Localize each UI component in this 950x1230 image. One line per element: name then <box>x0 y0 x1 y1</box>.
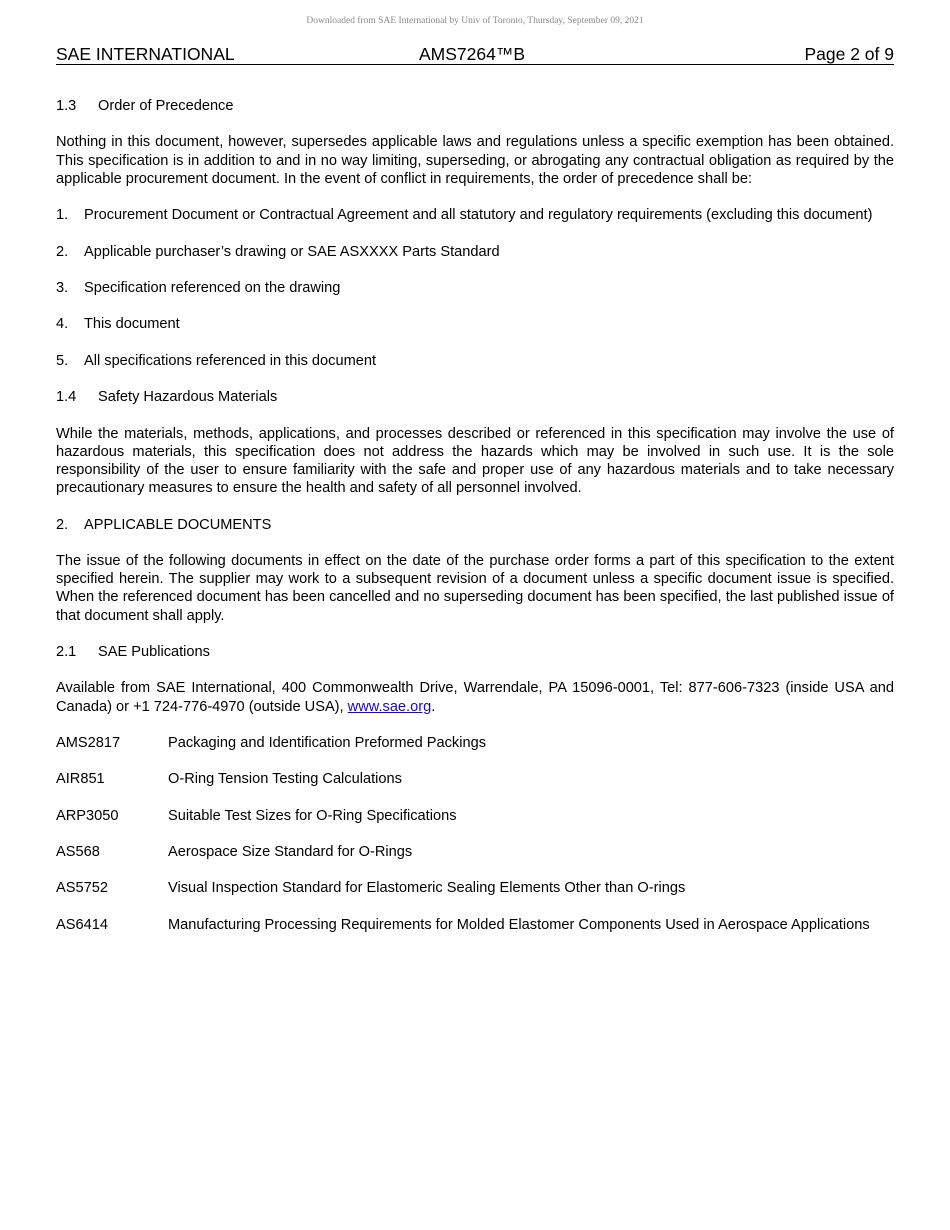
list-text: All specifications referenced in this document <box>84 352 377 369</box>
list-number: 5. <box>56 352 69 369</box>
reference-code: AS6414 <box>56 916 108 933</box>
availability-suffix: . <box>431 698 436 715</box>
sae-availability-paragraph <box>56 679 894 715</box>
reference-code: AS5752 <box>56 880 108 897</box>
sae-website-link[interactable]: www.sae.org <box>347 698 432 715</box>
document-body <box>56 97 894 934</box>
section-heading-2 <box>56 516 894 534</box>
download-watermark: Downloaded from SAE International by Univ of Toronto, Thursday, September 09, 2021 <box>306 16 644 26</box>
header-org: SAE INTERNATIONAL <box>56 44 235 64</box>
list-item <box>56 206 894 224</box>
reference-title: Visual Inspection Standard for Elastomeric Sealing Elements Other than O-rings <box>168 880 686 897</box>
reference-title: Manufacturing Processing Requirements for Molded Elastomer Components Used in Aerospace Applications <box>168 916 870 933</box>
list-number: 1. <box>56 207 69 224</box>
list-item <box>56 352 894 370</box>
reference-row <box>56 807 894 825</box>
reference-row <box>56 879 894 897</box>
section-number: 1.4 <box>56 389 77 406</box>
section-number: 2. <box>56 516 69 533</box>
hazard-paragraph: While the materials, methods, applications, and processes described or referenced in this specification may involve the use of hazardous materials, this specification does not address the hazards which may be involved in such use. It is the sole responsibility of the user to ensure familiarity with the safe and proper use of any hazardous materials and to take necessary precautionary measures to ensure the health and safety of all personnel involved. <box>56 425 894 497</box>
section-heading-2-1 <box>56 643 894 661</box>
reference-row <box>56 770 894 788</box>
section-heading-1-3 <box>56 97 894 115</box>
reference-code: AMS2817 <box>56 734 121 751</box>
reference-title: Packaging and Identification Preformed Packings <box>168 734 487 751</box>
reference-row <box>56 916 894 934</box>
section-title: Order of Precedence <box>98 98 234 114</box>
reference-title: Suitable Test Sizes for O-Ring Specifications <box>168 807 457 824</box>
list-number: 4. <box>56 316 69 333</box>
reference-title: Aerospace Size Standard for O-Rings <box>168 844 413 861</box>
section-heading-1-4 <box>56 388 894 406</box>
applicable-docs-paragraph: The issue of the following documents in effect on the date of the purchase order forms a part of this specification to the extent specified herein. The supplier may work to a subsequent revision of a document unless a specific document issue is specified. When the referenced document has been cancelled and no superseding document has been specified, the last published issue of that document shall apply. <box>56 552 894 624</box>
list-number: 2. <box>56 243 69 260</box>
section-number: 1.3 <box>56 98 77 114</box>
reference-code: AIR851 <box>56 771 105 788</box>
section-title: Safety Hazardous Materials <box>98 389 278 406</box>
list-item <box>56 279 894 297</box>
reference-code: AS568 <box>56 844 100 861</box>
precedence-paragraph: Nothing in this document, however, supersedes applicable laws and regulations unless a specific exemption has been obtained. This specification is in addition to and in no way limiting, superseding, or abrogating any contractual obligation as required by the applicable procurement document. In the event of conflict in requirements, the order of precedence shall be: <box>56 134 894 187</box>
availability-text: Available from SAE International, 400 Commonwealth Drive, Warrendale, PA 15096-0001, Tel: 877-606-7323 (inside USA and Canada) or +1 724-776-4970 (outside USA), <box>56 680 894 715</box>
page-header <box>56 44 894 65</box>
section-number: 2.1 <box>56 643 77 660</box>
header-doc-number: AMS7264™B <box>419 44 526 64</box>
list-text: This document <box>84 316 180 333</box>
list-item <box>56 315 894 333</box>
reference-code: ARP3050 <box>56 807 119 824</box>
section-title: APPLICABLE DOCUMENTS <box>84 516 272 533</box>
reference-row <box>56 843 894 861</box>
reference-title: O-Ring Tension Testing Calculations <box>168 771 402 788</box>
section-title: SAE Publications <box>98 643 210 660</box>
list-text: Specification referenced on the drawing <box>84 279 341 296</box>
header-page-number: Page 2 of 9 <box>804 44 894 64</box>
reference-row <box>56 734 894 752</box>
list-text: Procurement Document or Contractual Agreement and all statutory and regulatory requirements (excluding this document) <box>84 207 873 224</box>
list-number: 3. <box>56 279 69 296</box>
list-item <box>56 243 894 261</box>
list-text: Applicable purchaser’s drawing or SAE ASXXXX Parts Standard <box>84 243 500 260</box>
